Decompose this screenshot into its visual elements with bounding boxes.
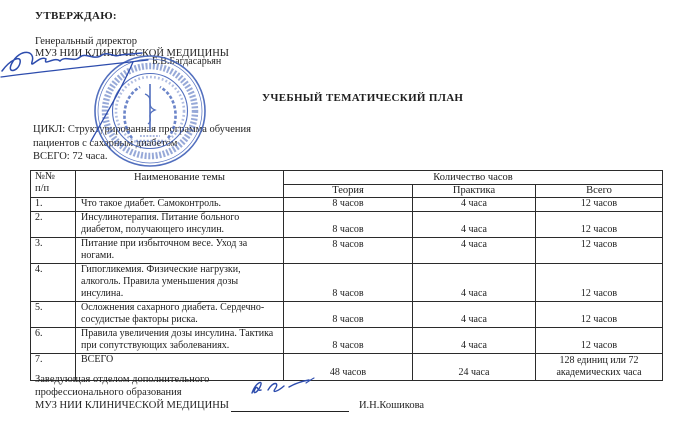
header-num xyxy=(31,171,76,198)
row-number: 4. xyxy=(31,264,76,302)
cycle-line-2: пациентов с сахарным диабетом xyxy=(33,137,178,149)
cell-theory-hours: 8 часов xyxy=(284,264,413,302)
signature-line xyxy=(231,400,349,412)
table-row xyxy=(31,328,663,354)
footer-org-name: МУЗ НИИ КЛИНИЧЕСКОЙ МЕДИЦИНЫ xyxy=(35,400,229,411)
header-practice: Практика xyxy=(413,185,536,198)
footer-sign-line xyxy=(35,399,424,412)
row-number: 5. xyxy=(31,302,76,328)
org-name: МУЗ НИИ КЛИНИЧЕСКОЙ МЕДИЦИНЫ xyxy=(35,48,229,59)
thematic-plan-table xyxy=(30,170,663,381)
approve-label: УТВЕРЖДАЮ: xyxy=(35,10,117,22)
cell-theory-hours: 8 часов xyxy=(284,212,413,238)
cell-total-hours: 12 часов xyxy=(536,212,663,238)
header-num-bottom: п/п xyxy=(35,182,50,194)
header-topic: Наименование темы xyxy=(76,171,284,198)
cell-practice-hours: 4 часа xyxy=(413,302,536,328)
footer-line-2: профессионального образования xyxy=(35,387,182,398)
page-title: УЧЕБНЫЙ ТЕМАТИЧЕСКИЙ ПЛАН xyxy=(262,92,464,104)
table-row xyxy=(31,198,663,212)
cell-total-hours: 12 часов xyxy=(536,238,663,264)
cell-practice-hours: 4 часа xyxy=(413,264,536,302)
cycle-block xyxy=(33,123,313,164)
row-topic: ВСЕГО xyxy=(76,354,284,381)
row-topic: Что такое диабет. Самоконтроль. xyxy=(76,198,284,212)
row-number: 1. xyxy=(31,198,76,212)
plan-table-body xyxy=(31,198,663,381)
row-number: 3. xyxy=(31,238,76,264)
cell-practice-hours: 4 часа xyxy=(413,238,536,264)
table-row xyxy=(31,238,663,264)
cell-total-hours: 12 часов xyxy=(536,198,663,212)
director-title: Генеральный директор xyxy=(35,36,137,47)
cell-total-hours: 12 часов xyxy=(536,328,663,354)
cell-theory-hours: 8 часов xyxy=(284,328,413,354)
row-topic: Питание при избыточном весе. Уход за ногами. xyxy=(76,238,284,264)
cell-theory-hours: 48 часов xyxy=(284,354,413,381)
cell-total-hours: 12 часов xyxy=(536,302,663,328)
row-topic: Правила увеличения дозы инсулина. Тактика при сопутствующих заболеваниях. xyxy=(76,328,284,354)
table-row xyxy=(31,264,663,302)
row-topic: Гипогликемия. Физические нагрузки, алкоголь. Правила уменьшения дозы инсулина. xyxy=(76,264,284,302)
director-name: Б.В.Багдасарьян xyxy=(152,56,222,67)
footer-line-1: Заведующая отделом дополнительного xyxy=(35,374,210,385)
footer-block xyxy=(35,373,424,412)
header-num-top: №№ xyxy=(35,171,56,182)
cycle-total: ВСЕГО: 72 часа. xyxy=(33,151,108,162)
table-header xyxy=(31,171,663,198)
table-row xyxy=(31,212,663,238)
cell-practice-hours: 24 часа xyxy=(413,354,536,381)
cell-theory-hours: 8 часов xyxy=(284,198,413,212)
cell-practice-hours: 4 часа xyxy=(413,328,536,354)
header-theory: Теория xyxy=(284,185,413,198)
cell-total-hours: 128 единиц или 72 академических часа xyxy=(536,354,663,381)
row-number: 7. xyxy=(31,354,76,381)
cell-theory-hours: 8 часов xyxy=(284,238,413,264)
cell-practice-hours: 4 часа xyxy=(413,198,536,212)
row-number: 2. xyxy=(31,212,76,238)
header-hours-group: Количество часов xyxy=(284,171,663,185)
signer-name: И.Н.Кошикова xyxy=(358,400,425,411)
row-number: 6. xyxy=(31,328,76,354)
cycle-line-1: ЦИКЛ: Структурированная программа обучения xyxy=(33,124,251,135)
cell-practice-hours: 4 часа xyxy=(413,212,536,238)
cell-theory-hours: 8 часов xyxy=(284,302,413,328)
table-row xyxy=(31,302,663,328)
row-topic: Осложнения сахарного диабета. Сердечно-сосудистые факторы риска. xyxy=(76,302,284,328)
cell-total-hours: 12 часов xyxy=(536,264,663,302)
row-topic: Инсулинотерапия. Питание больного диабетом, получающего инсулин. xyxy=(76,212,284,238)
header-total: Всего xyxy=(536,185,663,198)
